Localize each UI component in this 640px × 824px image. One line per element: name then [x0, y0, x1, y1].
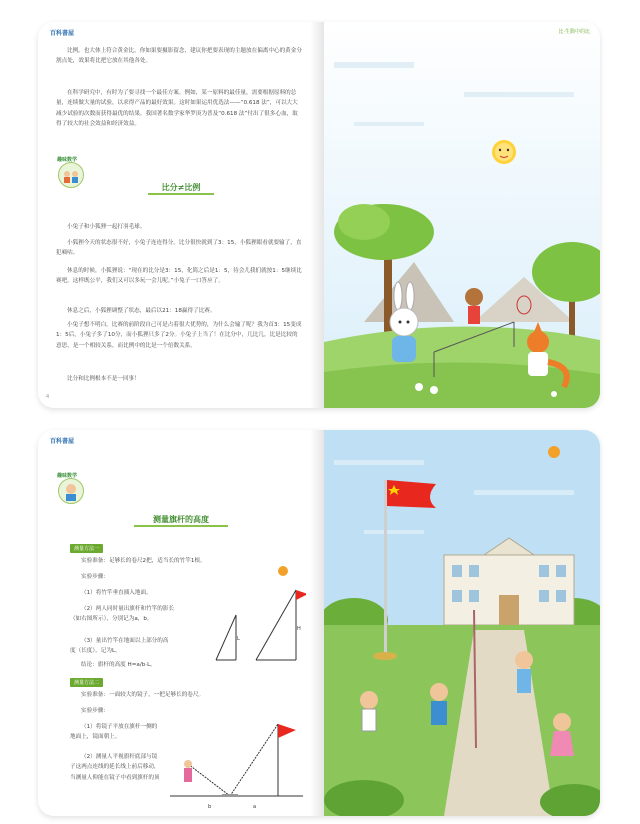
header-logo: 百科書屋: [50, 438, 75, 445]
flag-icon: [278, 724, 296, 738]
section-title: 比分≠比例: [161, 183, 201, 192]
title-underline: [134, 525, 228, 527]
illustration-badminton: [324, 22, 600, 408]
paragraph: 休息的时候，小狐狸说：“现在的比分是3：15，化简之后是1：5，待会儿我们就按1：5继续比赛吧。这样既公平，我们又可以多玩一会儿呢。”小兔子一口答应了。: [56, 268, 302, 285]
flagpole-scene: [324, 430, 600, 816]
method2-line: （2）测量人平视旗杆底部与镜子这两点连线的延长线上前后移动，当测量人仰能在镜子中看到旗杆的顶: [70, 754, 160, 781]
method1-line: （2）两人同时量出旗杆和竹竿的影长（如右图所示），分别记为a，b。: [70, 606, 175, 623]
method1-line: （1）将竹竿垂直插入地面。: [81, 590, 152, 596]
section-badge: [58, 478, 84, 504]
paragraph: 休息之后，小狐狸调整了状态，最后以21：18赢得了比赛。: [67, 308, 216, 314]
section-title: 测量旗杆的高度: [153, 515, 209, 524]
shadow-diagram: [196, 580, 306, 670]
paragraph: 小兔子和小狐狸一起打羽毛球。: [67, 224, 146, 230]
badminton-scene: [324, 22, 600, 408]
title-underline: [148, 193, 214, 195]
boy-icon: [59, 479, 83, 503]
mirror-diagram: [158, 716, 308, 812]
method2-line: 实验准备：一面较大的镜子，一把足够长的卷尺。: [81, 692, 205, 698]
label-H: H: [297, 626, 301, 632]
sun-icon: [492, 140, 516, 164]
flag-icon: [387, 480, 436, 508]
paragraph: 小兔子想不明白，比赛的前阶段自己可是占着很大优势的，为什么会输了呢？我为首3：15变成1：5后，小兔子多了10分，而小狐狸只多了2分。小兔子上当了！在比分中，几比几，比是比较的意思，是一个相较关系，而比例中的比是一个倍数关系。: [56, 322, 302, 349]
method2-line: （1）将镜子平放在旗杆一侧的地面上，镜面朝上。: [70, 724, 158, 741]
label-L: L: [237, 636, 240, 642]
child-girl: [550, 713, 574, 756]
left-page: [38, 430, 324, 816]
paragraph: 比分和比例根本不是一回事！: [67, 376, 140, 382]
badge-label: 趣味数学: [57, 473, 78, 479]
page-number: 4: [46, 394, 50, 400]
paragraph: 比例。也大体上符合黄金比。你如果要摄影留念，建议你把要表现的主题放在偏离中心的黄金分割点处，效果将比把它放在其他各处。: [56, 48, 302, 65]
mirror-icon: [222, 794, 238, 797]
header-right: 比·生動中的比: [558, 29, 590, 35]
header-logo: 百科書屋: [50, 30, 75, 37]
child-left: [360, 691, 378, 731]
book-spread-top: [38, 22, 600, 408]
paragraph: 小狐狸今天的状态很不好，小兔子连连得分。比分很快就到了3：15，小狐狸眼看就要输了，直犯嘀咕。: [56, 240, 302, 257]
sun-icon: [278, 566, 288, 576]
child-middle: [430, 683, 448, 725]
child-right: [515, 651, 533, 693]
illustration-flagpole: [324, 430, 600, 816]
label-b: b: [208, 804, 212, 810]
label-a: a: [253, 804, 257, 810]
method2-label: 测量方法二: [70, 678, 103, 687]
gutter-shadow: [310, 22, 324, 408]
method1-label: 测量方法一: [70, 544, 103, 553]
method1-line: 实验准备：足够长的卷尺2把，适当长的竹竿1根。: [81, 558, 206, 564]
method2-line: 实验步骤：: [81, 708, 109, 714]
method1-line: （3）量出竹竿在地面以上部分的高度（长度），记为L。: [70, 638, 169, 655]
sun-icon: [548, 446, 560, 458]
badge-label: 趣味数学: [57, 157, 78, 163]
method1-line: 结论：旗杆的高度 H=a/b·L。: [81, 662, 156, 668]
flag-icon: [296, 590, 306, 600]
gutter-shadow: [310, 430, 324, 816]
method1-line: 实验步骤：: [81, 574, 109, 580]
left-page: [38, 22, 324, 408]
paragraph: 在科学研究中，有时为了要寻找一个最佳方案。例如，某一原料的最佳量，需要根据原料的总量，连续做大量的试验，以求得产品的最好效果。这时如果运用优选法——“0.618 法”，可以大大减少试验的次数而获得最优的结果。我国著名数学家华罗庚为普及“0.618 法”付出了很多心血，取得了较大的社会效益和经济效益。: [56, 90, 298, 128]
book-spread-bottom: [38, 430, 600, 816]
